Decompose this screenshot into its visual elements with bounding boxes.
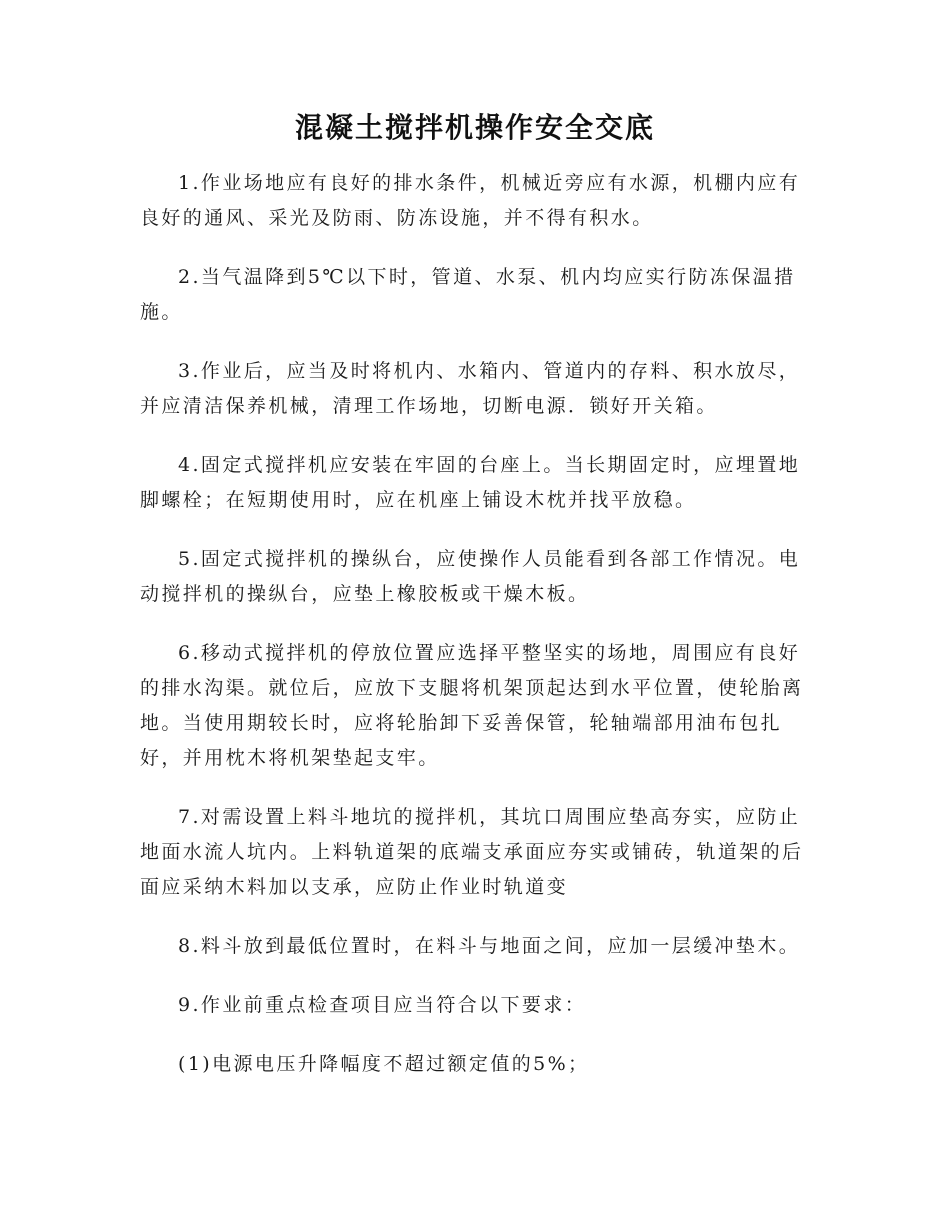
paragraph-4: 4.固定式搅拌机应安装在牢固的台座上。当长期固定时，应埋置地脚螺栓；在短期使用时，应在机座上铺设木枕并找平放稳。 [140,454,801,511]
paragraph-3: 3.作业后，应当及时将机内、水箱内、管道内的存料、积水放尽，并应清洁保养机械，清理工作场地，切断电源．锁好开关箱。 [140,360,801,417]
paragraph-2: 2.当气温降到5℃以下时，管道、水泵、机内均应实行防冻保温措施。 [140,266,796,323]
paragraph-9-item-1: (1)电源电压升降幅度不超过额定值的5%； [178,1053,590,1075]
paragraph-9: 9.作业前重点检查项目应当符合以下要求： [178,994,587,1016]
paragraph-5: 5.固定式搅拌机的操纵台，应使操作人员能看到各部工作情况。电动搅拌机的操纵台，应垫上橡胶板或干燥木板。 [140,548,801,605]
document-title: 混凝土搅拌机操作安全交底 [294,111,655,144]
paragraph-7: 7.对需设置上料斗地坑的搅拌机，其坑口周围应垫高夯实，应防止地面水流人坑内。上料轨道架的底端支承面应夯实或铺砖，轨道架的后面应采纳木料加以支承，应防止作业时轨道变 [140,806,804,898]
paragraph-6: 6.移动式搅拌机的停放位置应选择平整坚实的场地，周围应有良好的排水沟渠。就位后，应放下支腿将机架顶起达到水平位置，使轮胎离地。当使用期较长时，应将轮胎卸下妥善保管，轮轴端部用油布包扎好，并用枕木将机架垫起支牢。 [140,642,804,769]
paragraph-1: 1.作业场地应有良好的排水条件，机械近旁应有水源，机棚内应有良好的通风、采光及防雨、防冻设施，并不得有积水。 [140,172,801,229]
paragraph-8: 8.料斗放到最低位置时，在料斗与地面之间，应加一层缓冲垫木。 [178,935,801,957]
document-body [140,166,812,1106]
